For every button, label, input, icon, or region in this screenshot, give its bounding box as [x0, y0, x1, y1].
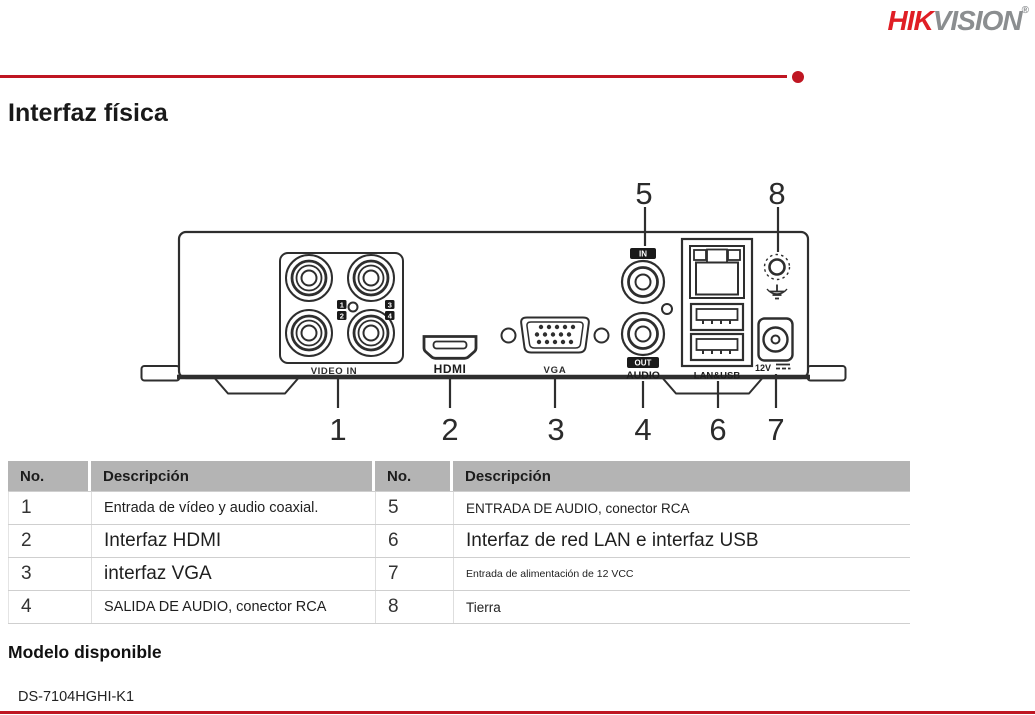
table-row [8, 557, 910, 590]
mount-ear-right [808, 366, 846, 381]
cell-no: 5 [375, 492, 450, 524]
callout-4: 4 [634, 412, 652, 447]
cell-no: 7 [375, 558, 450, 590]
callout-6: 6 [709, 412, 727, 447]
header-desc-right: Descripción [453, 461, 910, 491]
audio-in-badge: IN [639, 249, 647, 259]
cell-no: 6 [375, 525, 450, 557]
cell-no: 1 [8, 492, 88, 524]
table-row [8, 491, 910, 524]
cell-description: Interfaz de red LAN e interfaz USB [453, 525, 910, 557]
cell-no: 8 [375, 591, 450, 623]
logo-hik: HIK [887, 5, 933, 36]
callout-7: 7 [767, 412, 785, 447]
bnc-badge-1: 1 [339, 300, 344, 310]
vga-label: VGA [543, 365, 567, 376]
bnc-badge-4: 4 [387, 311, 392, 321]
callout-2: 2 [441, 412, 459, 447]
table-row [8, 524, 910, 557]
header-no-left: No. [8, 461, 88, 491]
header-rule [0, 75, 787, 78]
foot-left [215, 379, 298, 394]
callout-8: 8 [768, 176, 786, 211]
rear-panel-drawing [140, 160, 860, 460]
hdmi-label: HDMI [433, 362, 467, 376]
table-header-row [8, 461, 910, 491]
bnc-badge-3: 3 [387, 300, 392, 310]
interface-table [8, 461, 910, 624]
video-in-label: VIDEO IN [310, 366, 358, 377]
power-label: 12V [754, 363, 772, 373]
callout-1: 1 [329, 412, 347, 447]
cell-no: 4 [8, 591, 88, 623]
audio-out-badge: OUT [634, 358, 652, 368]
footer-rule [0, 711, 1035, 714]
cell-description: SALIDA DE AUDIO, conector RCA [91, 591, 372, 623]
cell-no: 2 [8, 525, 88, 557]
page-title: Interfaz física [8, 99, 168, 127]
table-row [8, 590, 910, 623]
callout-5: 5 [635, 176, 653, 211]
cell-description: Tierra [453, 591, 910, 623]
audio-label: AUDIO [626, 369, 660, 382]
lan-usb-label: LAN&USB [693, 370, 741, 382]
cell-description: Entrada de alimentación de 12 VCC [453, 558, 910, 590]
cell-description: Entrada de vídeo y audio coaxial. [91, 492, 372, 524]
cell-description: Interfaz HDMI [91, 525, 372, 557]
header-rule-dot [792, 71, 804, 83]
model-section-title: Modelo disponible [8, 642, 162, 662]
device-diagram [140, 160, 860, 460]
cell-description: interfaz VGA [91, 558, 372, 590]
mount-ear-left [142, 366, 180, 381]
bnc-badge-2: 2 [339, 311, 344, 321]
cell-no: 3 [8, 558, 88, 590]
logo-vision: VISION [932, 5, 1022, 36]
hikvision-logo [887, 5, 1029, 37]
header-no-right: No. [375, 461, 450, 491]
cell-description: ENTRADA DE AUDIO, conector RCA [453, 492, 910, 524]
registered-mark: ® [1021, 5, 1029, 16]
table-body [8, 491, 910, 624]
callout-3: 3 [547, 412, 565, 447]
model-number: DS-7104HGHI-K1 [18, 689, 135, 705]
header-desc-left: Descripción [91, 461, 372, 491]
